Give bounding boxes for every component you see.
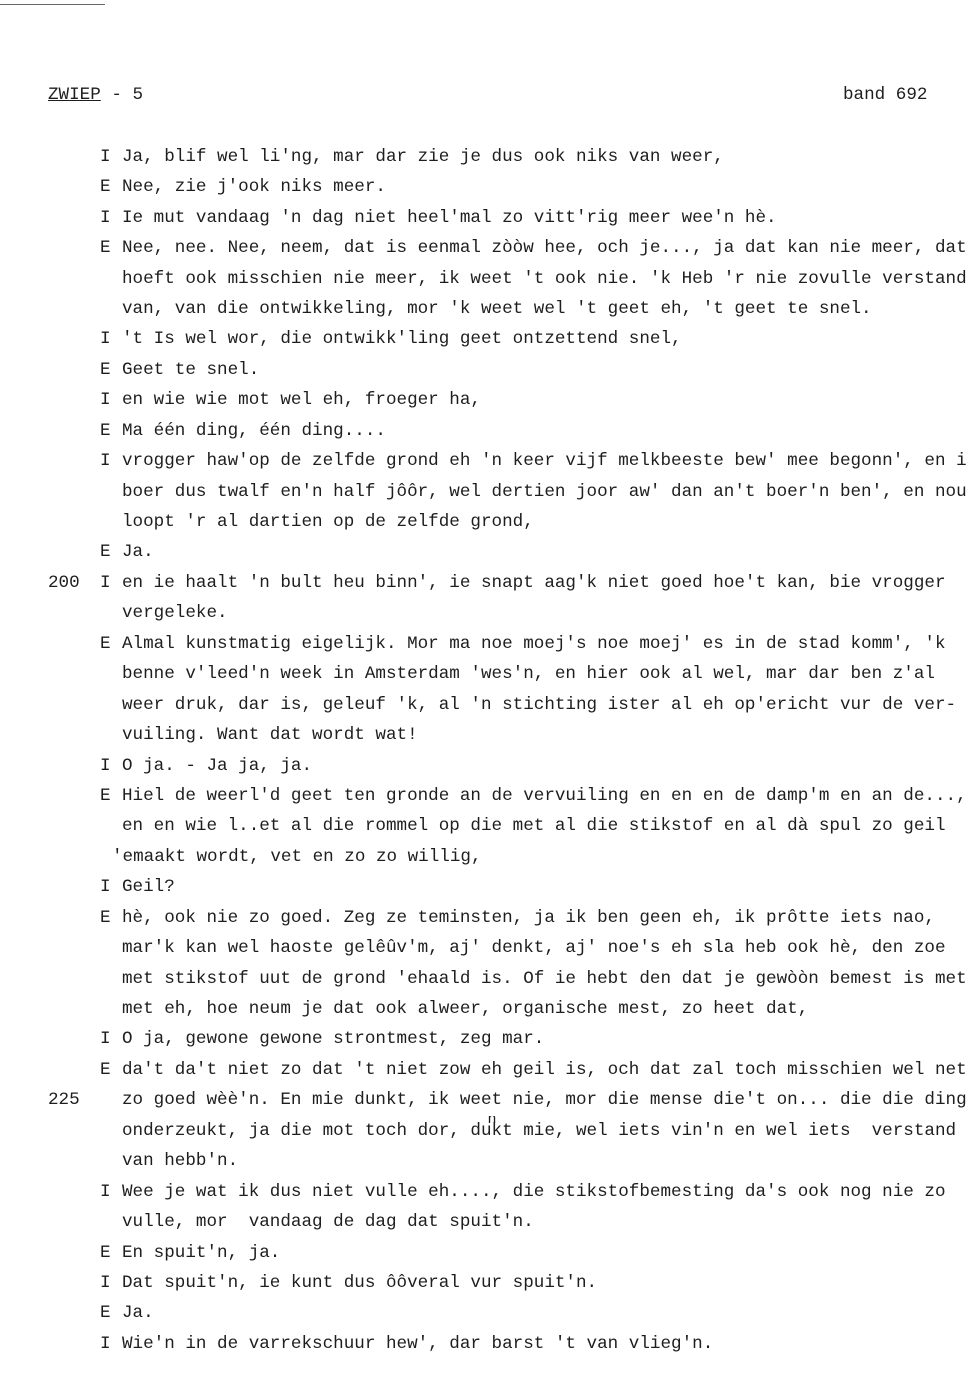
utterance-text: boer dus twalf en'n half jôôr, wel dertien joor aw' dan an't boer'n ben', en nou bbox=[122, 481, 967, 502]
speaker-label: E bbox=[100, 785, 111, 806]
transcript-line bbox=[0, 385, 973, 415]
utterance-text: vulle, mor vandaag de dag dat spuit'n. bbox=[122, 1212, 534, 1233]
transcript-continuation-line bbox=[0, 1207, 973, 1237]
transcript-line bbox=[0, 203, 973, 233]
speaker-label: I bbox=[100, 1272, 111, 1293]
utterance-text: Nee, nee. Nee, neem, dat is eenmal zòòw hee, och je..., ja dat kan nie meer, dat bbox=[122, 238, 967, 259]
transcript-continuation-line bbox=[0, 477, 973, 507]
transcript-line bbox=[0, 903, 973, 933]
utterance-text: vuiling. Want dat wordt wat! bbox=[122, 725, 418, 746]
speaker-label: I bbox=[100, 1181, 111, 1202]
transcript-continuation-line bbox=[0, 598, 973, 628]
utterance-text: Nee, zie j'ook niks meer. bbox=[122, 177, 386, 198]
utterance-text: vrogger haw'op de zelfde grond eh 'n keer vijf melkbeeste bew' mee begonn', en i bbox=[122, 451, 967, 472]
speaker-label: E bbox=[100, 1303, 111, 1324]
utterance-text: met stikstof uut de grond 'ehaald is. Of ie hebt den dat je gewòòn bemest is met bbox=[122, 968, 967, 989]
top-rule bbox=[0, 4, 105, 5]
utterance-text: Ma één ding, één ding.... bbox=[122, 420, 386, 441]
transcript-body bbox=[0, 142, 973, 1360]
margin-line-number: 225 bbox=[48, 1090, 80, 1111]
utterance-text: loopt 'r al dartien op de zelfde grond, bbox=[122, 512, 534, 533]
utterance-text: 'emaakt wordt, vet en zo zo willig, bbox=[112, 846, 482, 867]
speaker-label: E bbox=[100, 359, 111, 380]
transcript-line bbox=[0, 537, 973, 567]
transcript-line bbox=[0, 1329, 973, 1359]
tape-number: band 692 bbox=[843, 85, 928, 105]
speaker-label: E bbox=[100, 542, 111, 563]
speaker-label: I bbox=[100, 146, 111, 167]
transcript-line bbox=[0, 751, 973, 781]
utterance-text: van, van die ontwikkeling, mor 'k weet wel 't geet eh, 't geet te snel. bbox=[122, 298, 872, 319]
transcript-line bbox=[0, 568, 973, 598]
transcript-line bbox=[0, 355, 973, 385]
utterance-text: O ja, gewone gewone strontmest, zeg mar. bbox=[122, 1029, 545, 1050]
margin-line-number: 200 bbox=[48, 572, 80, 593]
transcript-line bbox=[0, 1177, 973, 1207]
utterance-text: Ie mut vandaag 'n dag niet heel'mal zo vitt'rig meer wee'n hè. bbox=[122, 207, 777, 228]
speaker-label: I bbox=[100, 390, 111, 411]
transcript-line bbox=[0, 1024, 973, 1054]
utterance-text: mar'k kan wel haoste gelêûv'm, aj' denkt, aj' noe's eh sla heb ook hè, den zoe bbox=[122, 938, 946, 959]
transcript-continuation-line bbox=[0, 1146, 973, 1176]
page-header-left bbox=[48, 80, 143, 110]
transcript-line bbox=[0, 172, 973, 202]
page-number: - 5 bbox=[100, 85, 144, 105]
transcript-line bbox=[0, 1268, 973, 1298]
transcript-line bbox=[0, 142, 973, 172]
utterance-text: met eh, hoe neum je dat ook alweer, organische mest, zo heet dat, bbox=[122, 999, 809, 1020]
utterance-text: Ja. bbox=[122, 1303, 154, 1324]
utterance-text: vergeleke. bbox=[122, 603, 228, 624]
speaker-label: I bbox=[100, 877, 111, 898]
transcript-continuation-line bbox=[0, 933, 973, 963]
utterance-text: Dat spuit'n, ie kunt dus ôôveral vur spuit'n. bbox=[122, 1272, 598, 1293]
transcript-continuation-line bbox=[0, 842, 973, 872]
transcript-line bbox=[0, 324, 973, 354]
transcript-line bbox=[0, 872, 973, 902]
speaker-label: E bbox=[100, 907, 111, 928]
speaker-label: I bbox=[100, 755, 111, 776]
transcript-continuation-line bbox=[0, 659, 973, 689]
transcript-continuation-line bbox=[0, 507, 973, 537]
speaker-label: I bbox=[100, 1333, 111, 1354]
utterance-text: hoeft ook misschien nie meer, ik weet 't ook nie. 'k Heb 'r nie zovulle verstand bbox=[122, 268, 967, 289]
transcript-line bbox=[0, 1238, 973, 1268]
speaker-label: I bbox=[100, 329, 111, 350]
utterance-text: Wee je wat ik dus niet vulle eh...., die stikstofbemesting da's ook nog nie zo bbox=[122, 1181, 946, 1202]
utterance-text: Almal kunstmatig eigelijk. Mor ma noe moej's noe moej' es in de stad komm', 'k bbox=[122, 633, 946, 654]
utterance-text: onderzeukt, ja die mot toch dor, dunkt mie, wel iets vin'n en wel iets verstand bbox=[122, 1115, 957, 1141]
utterance-text: Wie'n in de varrekschuur hew', dar barst 't van vlieg'n. bbox=[122, 1333, 714, 1354]
speaker-label: I bbox=[100, 1029, 111, 1050]
utterance-text: weer druk, dar is, geleuf 'k, al 'n stichting ister al eh op'ericht vur de ver- bbox=[122, 694, 957, 715]
speaker-label: I bbox=[100, 207, 111, 228]
transcript-line bbox=[0, 781, 973, 811]
transcript-line bbox=[0, 416, 973, 446]
utterance-text: Geil? bbox=[122, 877, 175, 898]
utterance-text-after: kt mie, wel iets vin'n en wel iets verstand bbox=[491, 1120, 957, 1141]
utterance-text: En spuit'n, ja. bbox=[122, 1242, 281, 1263]
speaker-label: I bbox=[100, 451, 111, 472]
transcript-line bbox=[0, 233, 973, 263]
transcript-line bbox=[0, 629, 973, 659]
speaker-label: I bbox=[100, 572, 111, 593]
speaker-label: E bbox=[100, 177, 111, 198]
utterance-text: en wie wie mot wel eh, froeger ha, bbox=[122, 390, 481, 411]
transcript-continuation-line bbox=[0, 994, 973, 1024]
speaker-label: E bbox=[100, 1059, 111, 1080]
utterance-text: van hebb'n. bbox=[122, 1151, 239, 1172]
utterance-text-before: onderzeukt, ja die mot toch dor, du bbox=[122, 1120, 492, 1141]
transcript-continuation-line bbox=[0, 720, 973, 750]
utterance-text: 't Is wel wor, die ontwikk'ling geet ontzettend snel, bbox=[122, 329, 682, 350]
utterance-text: Geet te snel. bbox=[122, 359, 260, 380]
utterance-text: Ja. bbox=[122, 542, 154, 563]
transcript-line bbox=[0, 446, 973, 476]
speaker-label: E bbox=[100, 1242, 111, 1263]
transcript-continuation-line bbox=[0, 1085, 973, 1115]
utterance-text: Hiel de weerl'd geet ten gronde an de vervuiling en en en de damp'm en an de..., bbox=[122, 785, 967, 806]
utterance-text: en en wie l..et al die rommel op die met al die stikstof en al dà spul zo geil bbox=[122, 816, 946, 837]
speaker-label: E bbox=[100, 633, 111, 654]
transcript-continuation-line bbox=[0, 964, 973, 994]
transcript-continuation-line bbox=[0, 1116, 973, 1146]
speaker-label: E bbox=[100, 420, 111, 441]
utterance-text: da't da't niet zo dat 't niet zow eh geil is, och dat zal toch misschien wel net bbox=[122, 1059, 967, 1080]
speaker-label: E bbox=[100, 238, 111, 259]
transcript-line bbox=[0, 1055, 973, 1085]
utterance-text: benne v'leed'n week in Amsterdam 'wes'n, en hier ook al wel, mar dar ben z'al bbox=[122, 664, 935, 685]
transcript-continuation-line bbox=[0, 294, 973, 324]
transcript-continuation-line bbox=[0, 690, 973, 720]
transcript-continuation-line bbox=[0, 264, 973, 294]
utterance-text: hè, ook nie zo goed. Zeg ze teminsten, ja ik ben geen eh, ik prôtte iets nao, bbox=[122, 907, 935, 928]
utterance-text: en ie haalt 'n bult heu binn', ie snapt aag'k niet goed hoe't kan, bie vrogger bbox=[122, 572, 946, 593]
transcript-continuation-line bbox=[0, 811, 973, 841]
utterance-text: zo goed wèè'n. En mie dunkt, ik weet nie, mor die mense die't on... die die ding bbox=[122, 1090, 967, 1111]
utterance-text: O ja. - Ja ja, ja. bbox=[122, 755, 313, 776]
utterance-text: Ja, blif wel li'ng, mar dar zie je dus ook niks van weer, bbox=[122, 146, 724, 167]
transcript-line bbox=[0, 1298, 973, 1328]
interview-title: ZWIEP bbox=[48, 85, 101, 105]
